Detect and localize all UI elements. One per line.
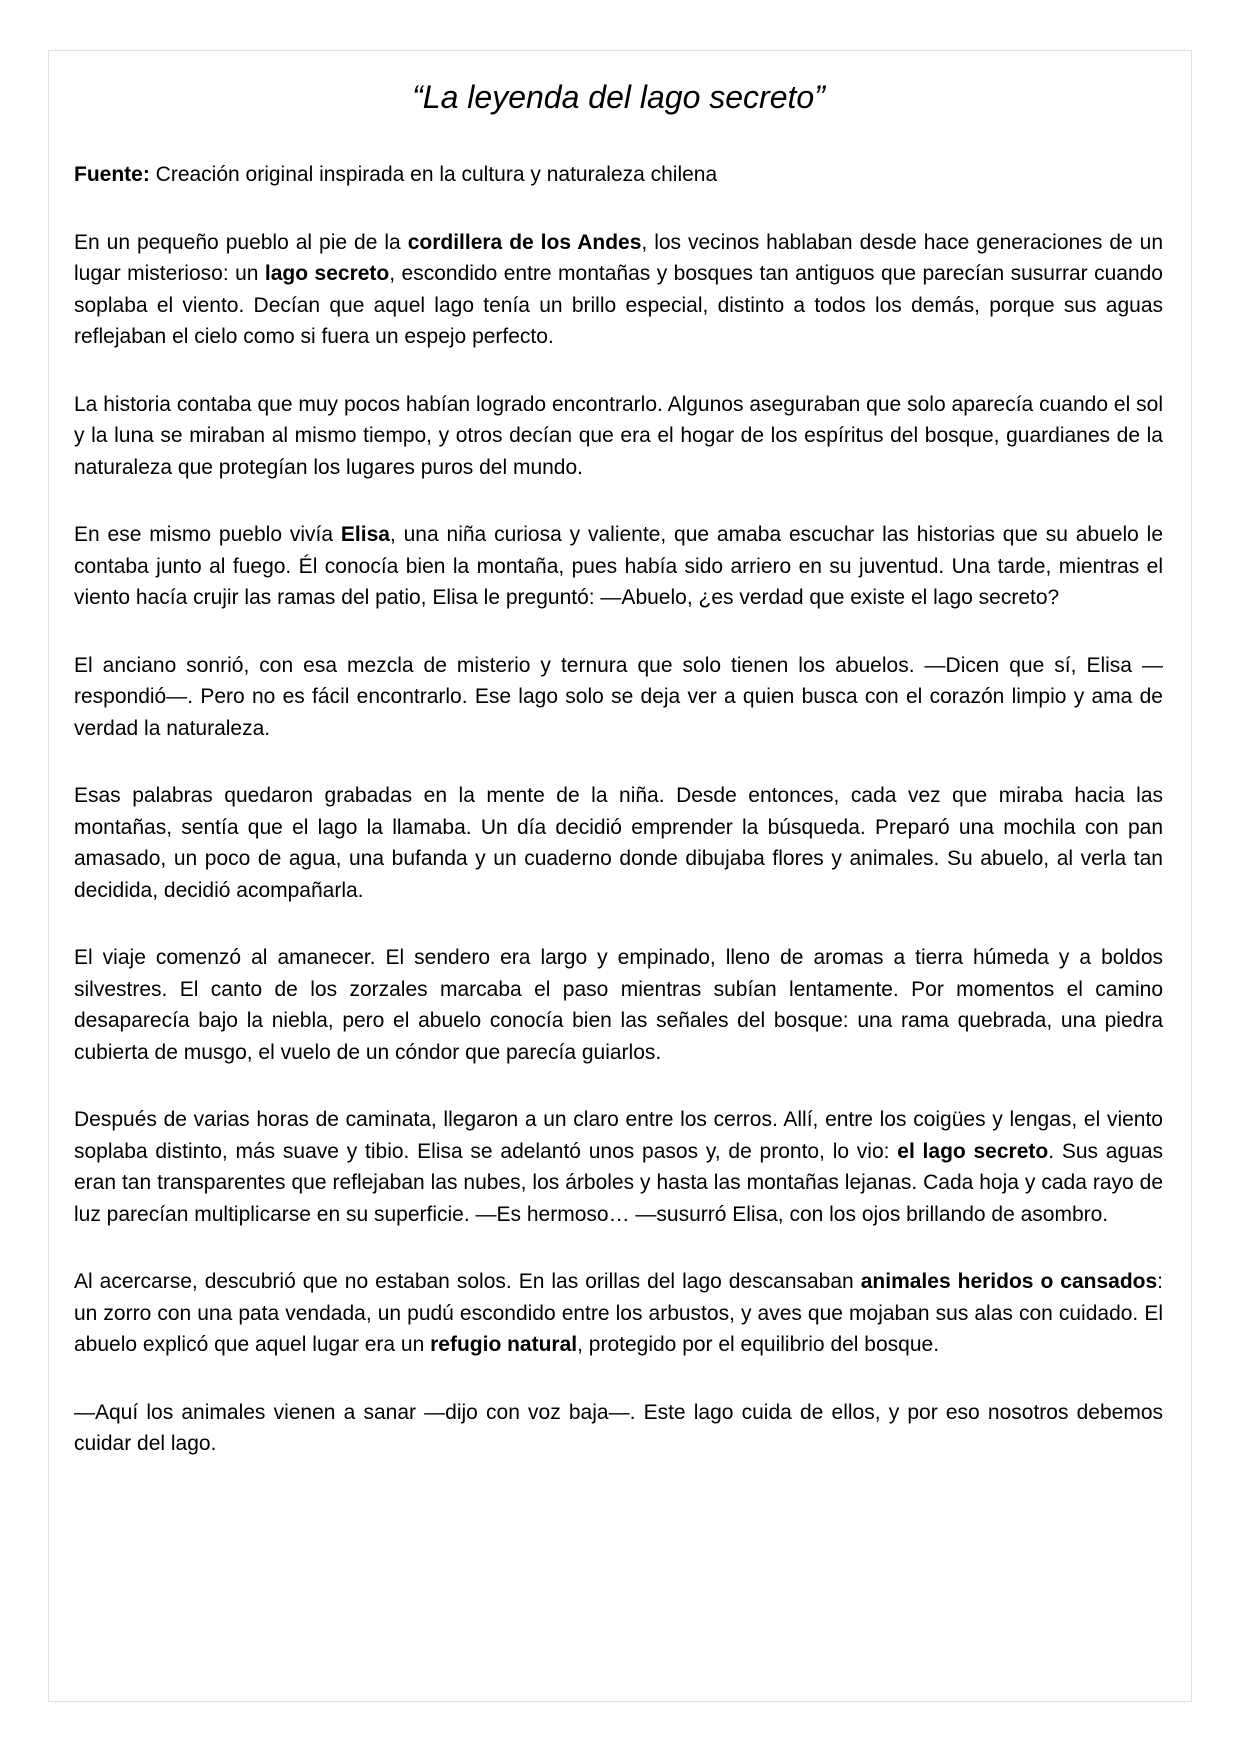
paragraph-4 [74,650,1163,745]
text-run: Esas palabras quedaron grabadas en la mente de la niña. Desde entonces, cada vez que miraba hacia las montañas, sentía que el lago la llamaba. Un día decidió emprender la búsqueda. Preparó una mochila con pan amasado, un poco de agua, una bufanda y un cuaderno donde dibujaba flores y animales. Su abuelo, al verla tan decidida, decidió acompañarla. [74,784,1163,902]
text-run: En ese mismo pueblo vivía [74,523,341,546]
bold-text-run: Elisa [340,523,390,546]
text-run: En un pequeño pueblo al pie de la [74,230,408,254]
bold-text-run: Fuente: [74,163,150,186]
bold-text-run: refugio natural [430,1333,578,1356]
text-run: El anciano sonrió, con esa mezcla de misterio y ternura que solo tienen los abuelos. —Dicen que sí, Elisa —respondió—. Pero no es fácil encontrarlo. Ese lago solo se deja ver a quien busca con el corazón limpio y ama de verdad la naturaleza. [74,653,1163,740]
paragraph-1 [74,227,1163,353]
text-run: , protegido por el equilibrio del bosque. [577,1333,940,1356]
text-run: El viaje comenzó al amanecer. El sendero era largo y empinado, lleno de aromas a tierra húmeda y a boldos silvestres. El canto de los zorzales marcaba el paso mientras subían lentamente. Por momentos el camino desaparecía bajo la niebla, pero el abuelo conocía bien las señales del bosque: una rama quebrada, una piedra cubierta de musgo, el vuelo de un cóndor que parecía guiarlos. [74,946,1163,1064]
page-title: “La leyenda del lago secreto” [412,79,825,115]
bold-text-run: el lago secreto [897,1139,1049,1163]
text-run: Después de varias horas de caminata, llegaron a un claro entre los cerros. Allí, entre los coigües y lengas, el viento soplaba distinto, más suave y tibio. Elisa se adelantó unos pasos y, de pronto, lo vio: [74,1108,1163,1163]
paragraph-9 [74,1397,1163,1460]
text-run: Creación original inspirada en la cultura y naturaleza chilena [149,163,718,186]
text-run: Al acercarse, descubrió que no estaban solos. En las orillas del lago descansaban [74,1270,861,1293]
paragraph-list [74,159,1163,1460]
paragraph-3 [74,519,1163,614]
document-page [48,50,1192,1702]
text-run: , escondido entre montañas y bosques tan antiguos que parecían susurrar cuando soplaba el viento. Decían que aquel lago tenía un brillo especial, distinto a todos los demás, porque sus aguas reflejaban el cielo como si fuera un espejo perfecto. [74,262,1163,348]
text-run: La historia contaba que muy pocos habían logrado encontrarlo. Algunos aseguraban que solo aparecía cuando el sol y la luna se miraban al mismo tiempo, y otros decían que era el hogar de los espíritus del bosque, guardianes de la naturaleza que protegían los lugares puros del mundo. [74,392,1163,479]
paragraph-7 [74,1104,1163,1230]
bold-text-run: animales heridos o cansados [860,1270,1158,1293]
text-run: , una niña curiosa y valiente, que amaba escuchar las historias que su abuelo le contaba junto al fuego. Él conocía bien la montaña, pues había sido arriero en su juventud. Una tarde, mientras el viento hacía crujir las ramas del patio, Elisa le preguntó: —Abuelo, ¿es verdad que existe el lago secreto? [74,523,1163,609]
text-run: : un zorro con una pata vendada, un pudú escondido entre los arbustos, y aves que mojaban sus alas con cuidado. El abuelo explicó que aquel lugar era un [74,1270,1164,1356]
text-run: , los vecinos hablaban desde hace generaciones de un lugar misterioso: un [74,230,1164,285]
paragraph-8 [74,1266,1163,1361]
source-line [74,159,1163,191]
text-run: —Aquí los animales vienen a sanar —dijo con voz baja—. Este lago cuida de ellos, y por eso nosotros debemos cuidar del lago. [74,1400,1163,1455]
bold-text-run: lago secreto [264,262,390,285]
paragraph-5 [74,780,1163,906]
text-run: . Sus aguas eran tan transparentes que reflejaban las nubes, los árboles y hasta las montañas lejanas. Cada hoja y cada rayo de luz parecían multiplicarse en su superficie. —Es hermoso… —susurró Elisa, con los ojos brillando de asombro. [74,1139,1164,1226]
paragraph-2 [74,389,1163,484]
bold-text-run: cordillera de los Andes [407,230,642,254]
paragraph-6 [74,942,1163,1068]
